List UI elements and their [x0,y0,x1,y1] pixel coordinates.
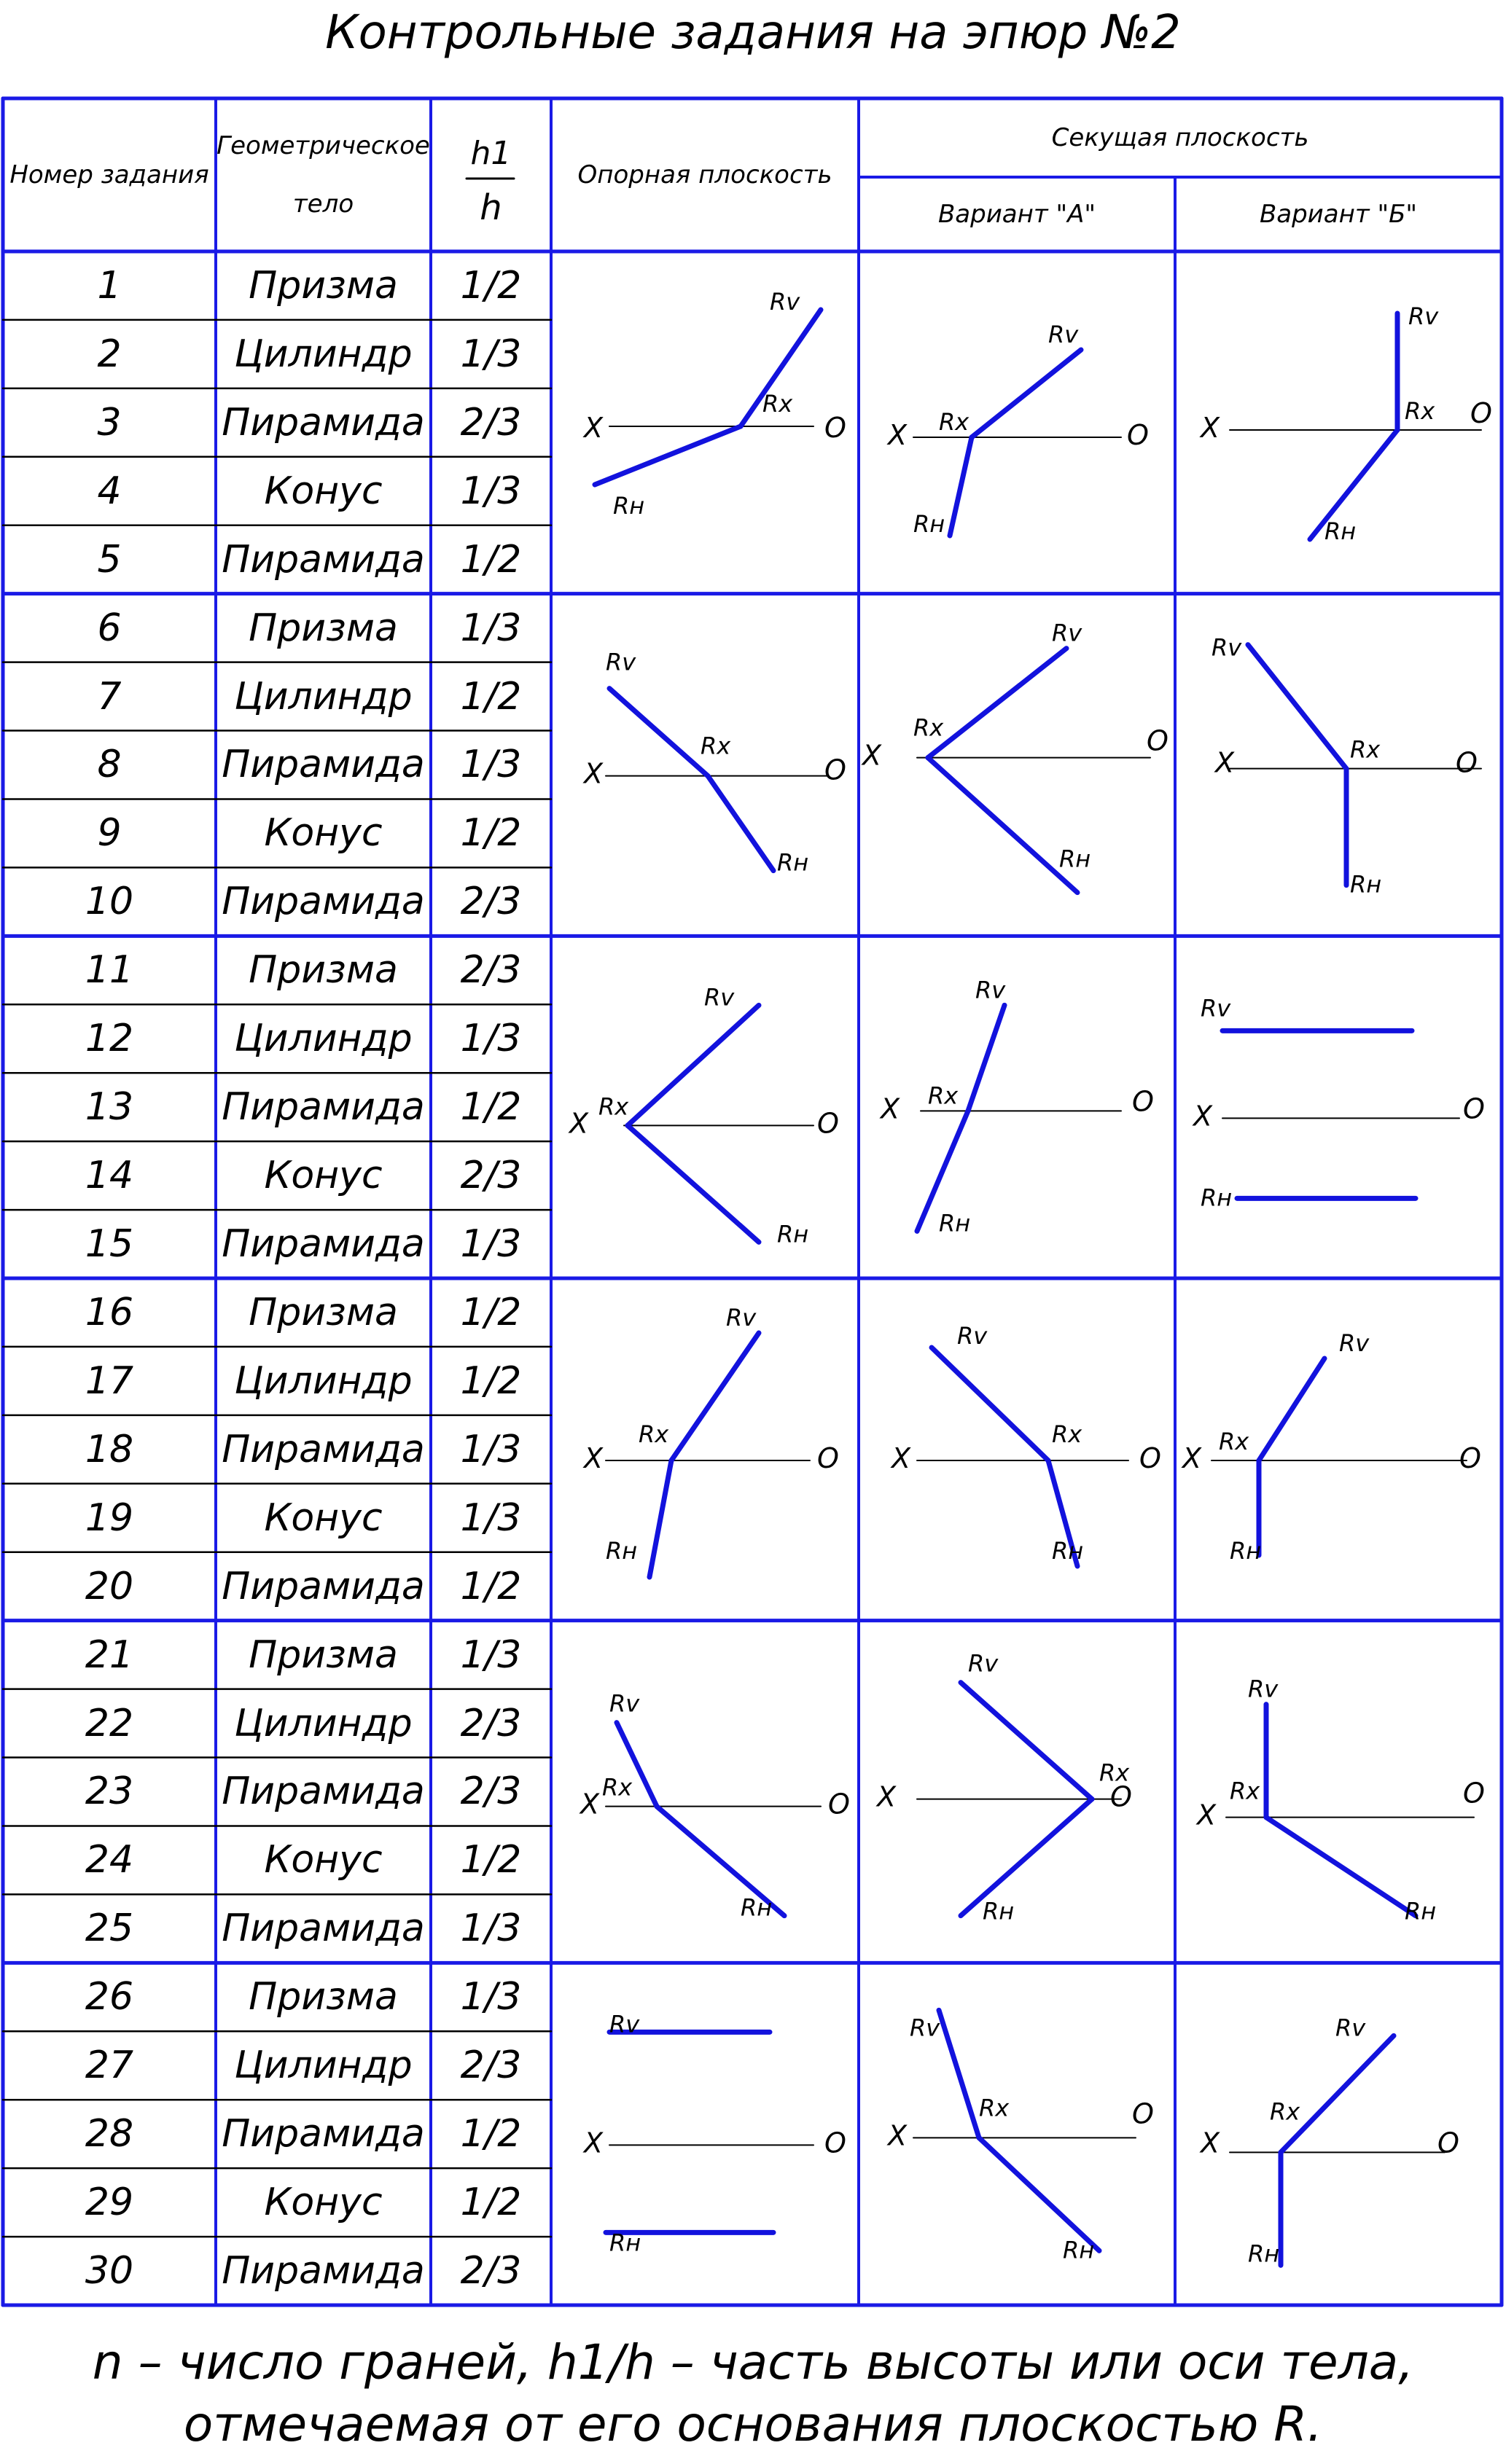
label-o: O [1132,1085,1154,1118]
footer-line-1: n – число граней, h1/h – часть высоты или оси тела, [92,2334,1414,2390]
trace-rh [979,2138,1099,2250]
label-x: X [1201,412,1220,444]
page-title: Контрольные задания на эпюр №2 [325,6,1181,60]
task-number: 6 [97,606,122,650]
height-ratio: 1/2 [460,2181,522,2225]
label-rh: Rн [613,492,645,520]
task-number: 7 [97,674,122,719]
task-number: 26 [85,1975,134,2019]
geometric-body: Пирамида [222,880,425,924]
height-ratio: 1/2 [460,1358,522,1403]
trace-rv [932,1348,1048,1460]
geometric-body: Цилиндр [234,2043,413,2088]
label-rx: Rx [928,1082,959,1110]
trace-rv [1248,645,1346,769]
header-variant-b: Вариант "Б" [1259,200,1418,229]
task-number: 15 [85,1222,134,1267]
task-number: 13 [85,1085,134,1130]
trace-rh [708,776,773,871]
label-x: X [1215,746,1235,779]
geometric-body: Призма [249,948,398,993]
height-ratio: 1/2 [460,263,522,308]
trace-rv [928,649,1066,758]
task-number: 24 [85,1838,134,1882]
task-number: 16 [85,1290,134,1334]
height-ratio: 1/3 [460,332,522,376]
label-x: X [862,739,882,772]
trace-rh [928,758,1077,893]
trace-rv [939,2010,979,2138]
geometric-body: Пирамида [222,2112,425,2156]
label-rv: Rv [1335,2014,1366,2042]
label-rv: Rv [975,976,1006,1004]
label-x: X [584,412,604,444]
height-ratio: 2/3 [460,948,522,993]
task-number: 30 [85,2249,134,2293]
label-rv: Rv [957,1322,988,1350]
label-o: O [824,754,846,786]
label-rx: Rx [1270,2097,1300,2126]
task-number: 25 [85,1906,134,1951]
trace-rv [671,1333,759,1460]
header-body-line1: Геометрическое [216,131,430,160]
height-ratio: 1/2 [460,1564,522,1608]
geometric-body: Цилиндр [234,1358,413,1403]
geometric-body: Конус [264,469,383,513]
label-rv: Rv [726,1304,757,1331]
task-number: 23 [85,1769,134,1814]
height-ratio: 1/3 [460,1632,522,1677]
trace-rv [1281,2035,1394,2152]
label-rx: Rx [1099,1759,1130,1787]
trace-rv [628,1005,759,1125]
label-o: O [817,1442,839,1474]
task-number: 14 [85,1154,134,1198]
label-o: O [1470,397,1492,429]
height-ratio: 2/3 [460,1769,522,1814]
label-o: O [1147,724,1168,757]
label-rv: Rv [1201,994,1231,1022]
label-rx: Rx [1230,1777,1260,1805]
label-x: X [891,1442,911,1474]
label-o: O [1463,1777,1485,1810]
trace-rv [972,350,1081,437]
label-x: X [584,1442,604,1474]
task-number: 8 [97,743,122,787]
geometric-body: Конус [264,2181,383,2225]
height-ratio: 1/3 [460,1495,522,1540]
geometric-body: Пирамида [222,1906,425,1951]
height-ratio: 1/2 [460,537,522,582]
label-rv: Rv [609,2010,640,2038]
header-ratio-top: h1 [470,134,512,172]
label-rv: Rv [1052,619,1082,647]
label-rx: Rx [1350,735,1381,764]
geometric-body: Пирамида [222,2249,425,2293]
task-number: 21 [85,1632,134,1677]
label-rh: Rн [939,1209,971,1237]
task-number: 12 [85,1017,134,1061]
geometric-body: Призма [249,1632,398,1677]
height-ratio: 2/3 [460,880,522,924]
label-rh: Rн [1350,870,1382,899]
height-ratio: 1/3 [460,1222,522,1267]
task-number: 19 [85,1495,134,1540]
header-cutting-plane: Секущая плоскость [1051,123,1309,152]
label-rx: Rx [1052,1420,1082,1448]
label-rv: Rv [1339,1329,1370,1357]
trace-rv [961,1683,1092,1799]
label-x: X [584,757,604,790]
geometric-body: Пирамида [222,743,425,787]
label-rv: Rv [910,2014,940,2042]
trace-rv [609,689,708,776]
label-rv: Rv [1248,1675,1279,1703]
label-rh: Rн [1405,1897,1437,1925]
label-o: O [1110,1780,1132,1813]
geometric-body: Цилиндр [234,332,413,376]
height-ratio: 2/3 [460,1701,522,1745]
label-rx: Rx [762,390,793,418]
geometric-body: Пирамида [222,1564,425,1608]
label-o: O [828,1788,850,1820]
label-o: O [817,1107,839,1140]
label-rx: Rx [639,1420,669,1448]
geometric-body: Пирамида [222,1222,425,1267]
height-ratio: 1/3 [460,1906,522,1951]
label-rv: Rv [968,1649,999,1678]
height-ratio: 1/2 [460,1085,522,1130]
trace-rh [1266,1818,1416,1916]
task-number: 3 [97,400,122,445]
label-rx: Rx [1405,397,1435,425]
label-x: X [569,1107,589,1140]
label-rv: Rv [609,1689,640,1718]
height-ratio: 1/3 [460,469,522,513]
label-o: O [824,2127,846,2159]
label-o: O [1139,1442,1161,1474]
geometric-body: Пирамида [222,1769,425,1814]
height-ratio: 1/3 [460,1427,522,1471]
height-ratio: 1/2 [460,674,522,719]
geometric-body: Конус [264,1495,383,1540]
geometric-body: Пирамида [222,537,425,582]
geometric-body: Пирамида [222,1427,425,1471]
height-ratio: 1/3 [460,1017,522,1061]
header-task-number: Номер задания [9,160,209,189]
footer-line-2: отмечаемая от его основания плоскостью R. [183,2396,1323,2452]
label-o: O [1127,419,1149,451]
label-o: O [1463,1092,1485,1125]
label-rv: Rv [704,983,735,1012]
task-number: 9 [97,811,122,856]
geometric-body: Конус [264,1838,383,1882]
label-x: X [1201,2127,1220,2159]
task-number: 28 [85,2112,134,2156]
task-number: 20 [85,1564,134,1608]
label-rv: Rv [1408,302,1439,330]
height-ratio: 1/3 [460,606,522,650]
geometric-body: Конус [264,811,383,856]
task-number: 18 [85,1427,134,1471]
task-number: 17 [85,1358,134,1403]
task-number: 1 [97,263,122,308]
task-number: 10 [85,880,134,924]
height-ratio: 1/3 [460,743,522,787]
label-rh: Rн [1052,1537,1084,1565]
trace-rv [1259,1358,1324,1460]
label-x: X [881,1092,900,1125]
geometric-body: Пирамида [222,400,425,445]
height-ratio: 1/2 [460,1838,522,1882]
label-x: X [1197,1799,1217,1831]
label-x: X [584,2127,604,2159]
height-ratio: 1/3 [460,1975,522,2019]
header-reference-plane: Опорная плоскость [577,160,832,189]
label-rh: Rн [913,510,945,538]
geometric-body: Конус [264,1154,383,1198]
header-variant-a: Вариант "А" [937,200,1096,229]
label-rv: Rv [1048,321,1079,348]
header-body-line2: тело [292,189,354,219]
label-x: X [888,2119,908,2152]
label-x: X [877,1780,897,1813]
label-rv: Rv [770,288,800,316]
geometric-body: Цилиндр [234,674,413,719]
label-o: O [1456,746,1478,779]
task-number: 29 [85,2181,134,2225]
geometric-body: Цилиндр [234,1701,413,1745]
height-ratio: 1/2 [460,811,522,856]
label-rh: Rн [1324,517,1357,545]
label-x: X [580,1788,600,1820]
task-number: 5 [97,537,122,582]
task-number: 11 [85,948,134,993]
label-rx: Rx [913,713,944,742]
label-x: X [888,419,908,451]
label-o: O [1437,2127,1459,2159]
label-rh: Rн [777,848,809,877]
label-rh: Rн [606,1537,638,1565]
height-ratio: 1/2 [460,1290,522,1334]
geometric-body: Призма [249,1975,398,2019]
trace-rh [628,1125,759,1242]
task-number: 22 [85,1701,134,1745]
label-rh: Rн [983,1897,1015,1925]
label-rx: Rx [701,732,731,760]
label-rx: Rx [598,1092,629,1121]
header-ratio-bottom: h [480,187,502,228]
trace-rh [950,437,972,536]
label-rh: Rн [1248,2240,1280,2268]
label-rv: Rv [606,648,636,676]
label-o: O [1459,1442,1481,1474]
height-ratio: 2/3 [460,400,522,445]
trace-rh [961,1799,1092,1916]
label-rh: Rн [1230,1537,1262,1565]
label-rx: Rx [979,2094,1010,2122]
label-rh: Rн [741,1893,773,1922]
height-ratio: 2/3 [460,2043,522,2088]
label-rh: Rн [1201,1184,1233,1212]
label-o: O [1132,2097,1154,2130]
label-rh: Rн [1063,2236,1095,2264]
trace-rh [595,426,741,485]
task-number: 2 [97,332,122,376]
label-rx: Rx [1219,1428,1249,1455]
trace-rh [649,1460,671,1577]
trace-rv [968,1005,1004,1111]
label-rx: Rx [939,408,969,436]
label-rx: Rx [602,1773,633,1802]
label-rh: Rн [609,2229,641,2257]
label-rh: Rн [777,1220,809,1248]
height-ratio: 1/2 [460,2112,522,2156]
geometric-body: Призма [249,606,398,650]
geometric-body: Пирамида [222,1085,425,1130]
label-rv: Rv [1212,633,1242,662]
height-ratio: 2/3 [460,1154,522,1198]
geometric-body: Цилиндр [234,1017,413,1061]
label-rh: Rн [1059,845,1091,873]
label-x: X [1182,1442,1202,1474]
label-x: X [1193,1100,1213,1133]
task-number: 4 [97,469,122,513]
geometric-body: Призма [249,263,398,308]
geometric-body: Призма [249,1290,398,1334]
label-o: O [824,412,846,444]
height-ratio: 2/3 [460,2249,522,2293]
task-number: 27 [85,2043,134,2088]
